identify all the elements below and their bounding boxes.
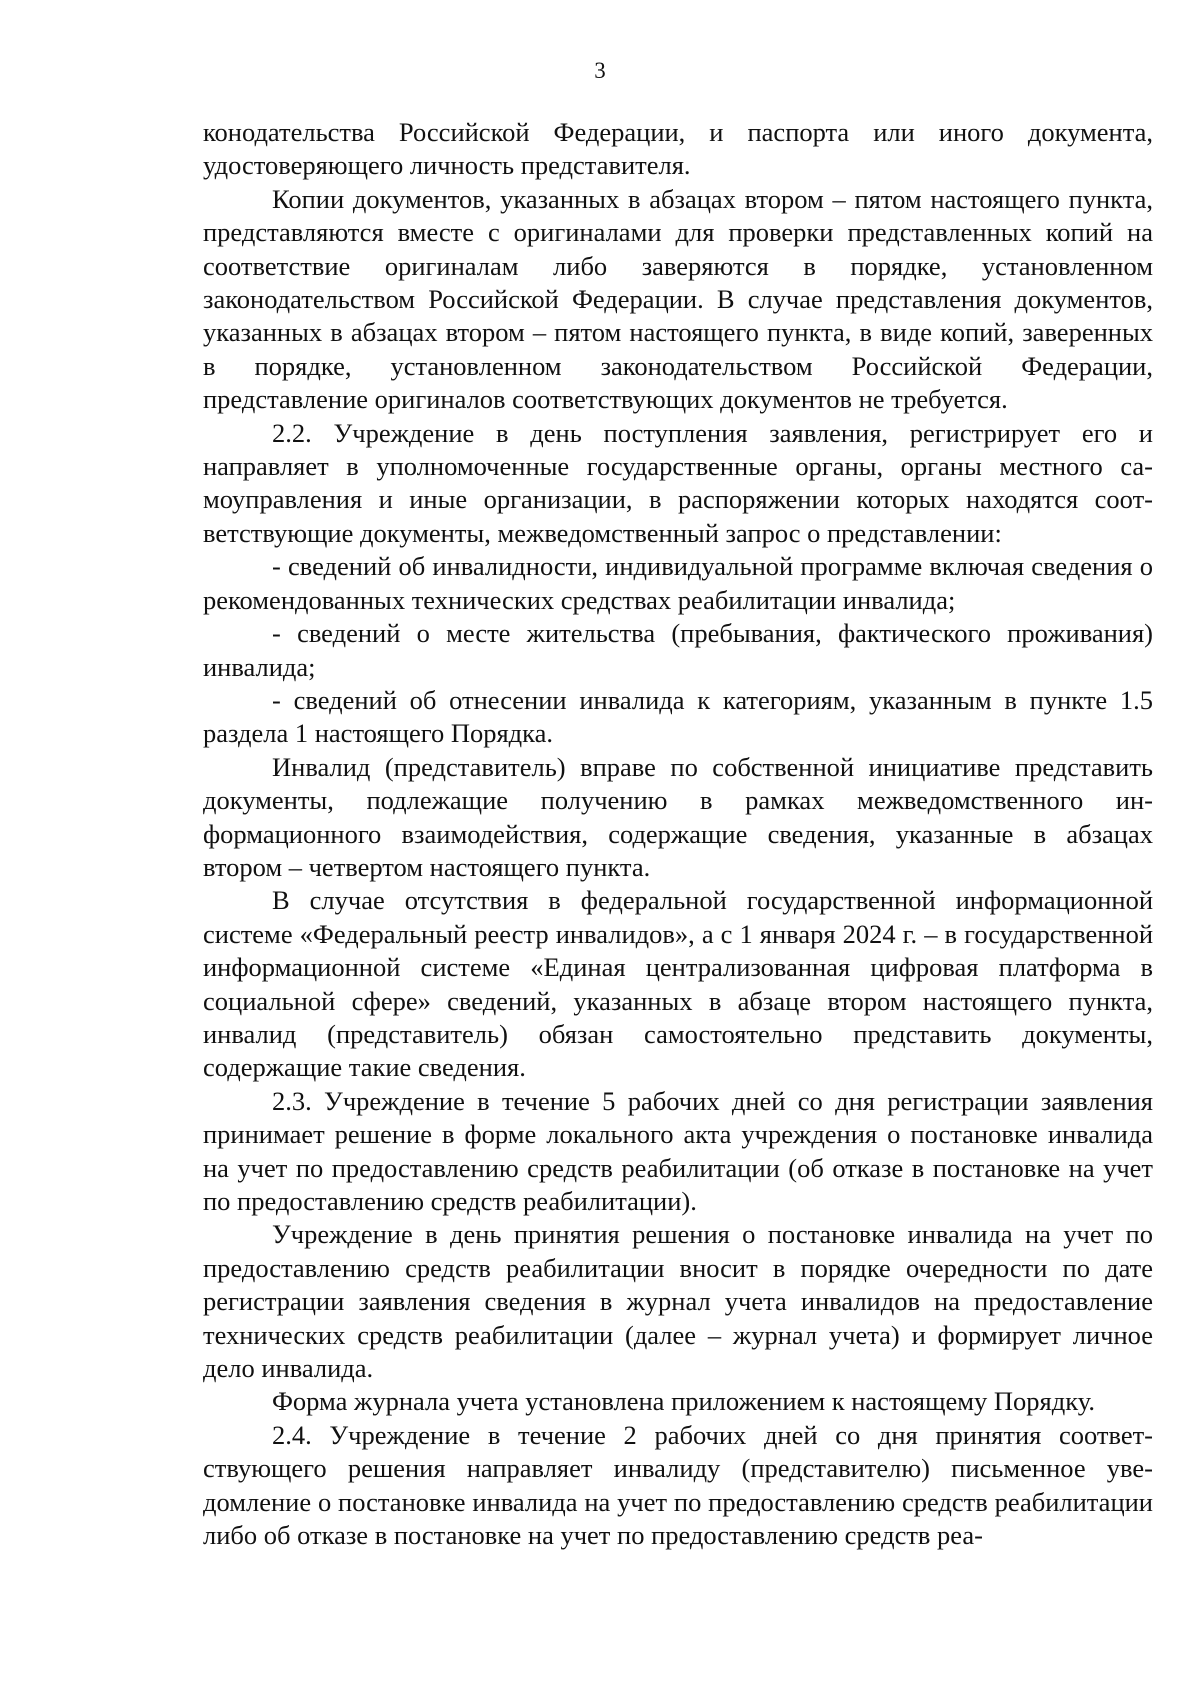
paragraph-continuation: конодательства Российской Федерации, и паспорта или иного документа, удостоверяющего личность представителя. [203,117,1153,181]
paragraph-own-initiative: Инвалид (представитель) вправе по собственной инициативе представить документы, подлежащие получению в рамках межведомственного информационного взаимодействия, содержащие сведения, указанные в абзацах втором – четвертом настоящего пункта. [203,751,1153,882]
paragraph-journal-form: Форма журнала учета установлена приложением к настоящему Порядку. [272,1386,1095,1417]
paragraph-document-copies: Копии документов, указанных в абзацах втором – пятом настоящего пункта, представляются вместе с оригиналами для проверки представленных копий на соответствие оригиналам либо заверяются в порядке, установленном законодательством Российской Федерации. В случае представления документов, указанных в абзацах втором – пятом настоящего пункта, в виде копий, заверенных в порядке, установленном законодательством Российской Федерации, представление оригиналов соответствующих документов не требуется. [203,183,1153,415]
list-item-residence-info: - сведений о месте жительства (пребывания, фактического проживания) инвалида; [203,618,1153,682]
list-item-category-info: - сведений об отнесении инвалида к категориям, указанным в пункте 1.5 раздела 1 настоящего Порядка. [203,684,1153,749]
document-body [203,116,1153,1552]
paragraph-2-2: 2.2. Учреждение в день поступления заявления, регистрирует его и направляет в уполномоченные государственные органы, органы местного самоуправления и иные организации, в распоряжении которых находятся соответствующие документы, межведомственный запрос о представлении: [203,417,1153,548]
page-number: 3 [594,58,606,83]
paragraph-2-4: 2.4. Учреждение в течение 2 рабочих дней со дня принятия соответствующего решения направляет инвалиду (представителю) письменное уведомление о постановке инвалида на учет по предоставлению средств реабилитации либо об отказе в постановке на учет по предоставлению средств реа- [203,1419,1153,1551]
list-item-disability-info: - сведений об инвалидности, индивидуальной программе включая сведения о рекомендованных технических средствах реабилитации инвалида; [203,551,1153,615]
paragraph-journal-entry: Учреждение в день принятия решения о постановке инвалида на учет по предоставлению средств реабилитации вносит в порядке очередности по дате регистрации заявления сведения в журнал учета инвалидов на предоставление технических средств реабилитации (далее – журнал учета) и формирует личное дело инвалида. [203,1219,1153,1384]
paragraph-registry-absence: В случае отсутствия в федеральной государственной информационной системе «Федеральный реестр инвалидов», а с 1 января 2024 г. – в государственной информационной системе «Единая централизованная цифровая платформа в социальной сфере» сведений, указанных в абзаце втором настоящего пункта, инвалид (представитель) обязан самостоятельно представить документы, содержащие такие сведения. [203,885,1153,1083]
paragraph-2-3: 2.3. Учреждение в течение 5 рабочих дней со дня регистрации заявления принимает решение в форме локального акта учреждения о постановке инвалида на учет по предоставлению средств реабилитации (об отказе в постановке на учет по предоставлению средств реабилитации). [203,1085,1153,1216]
